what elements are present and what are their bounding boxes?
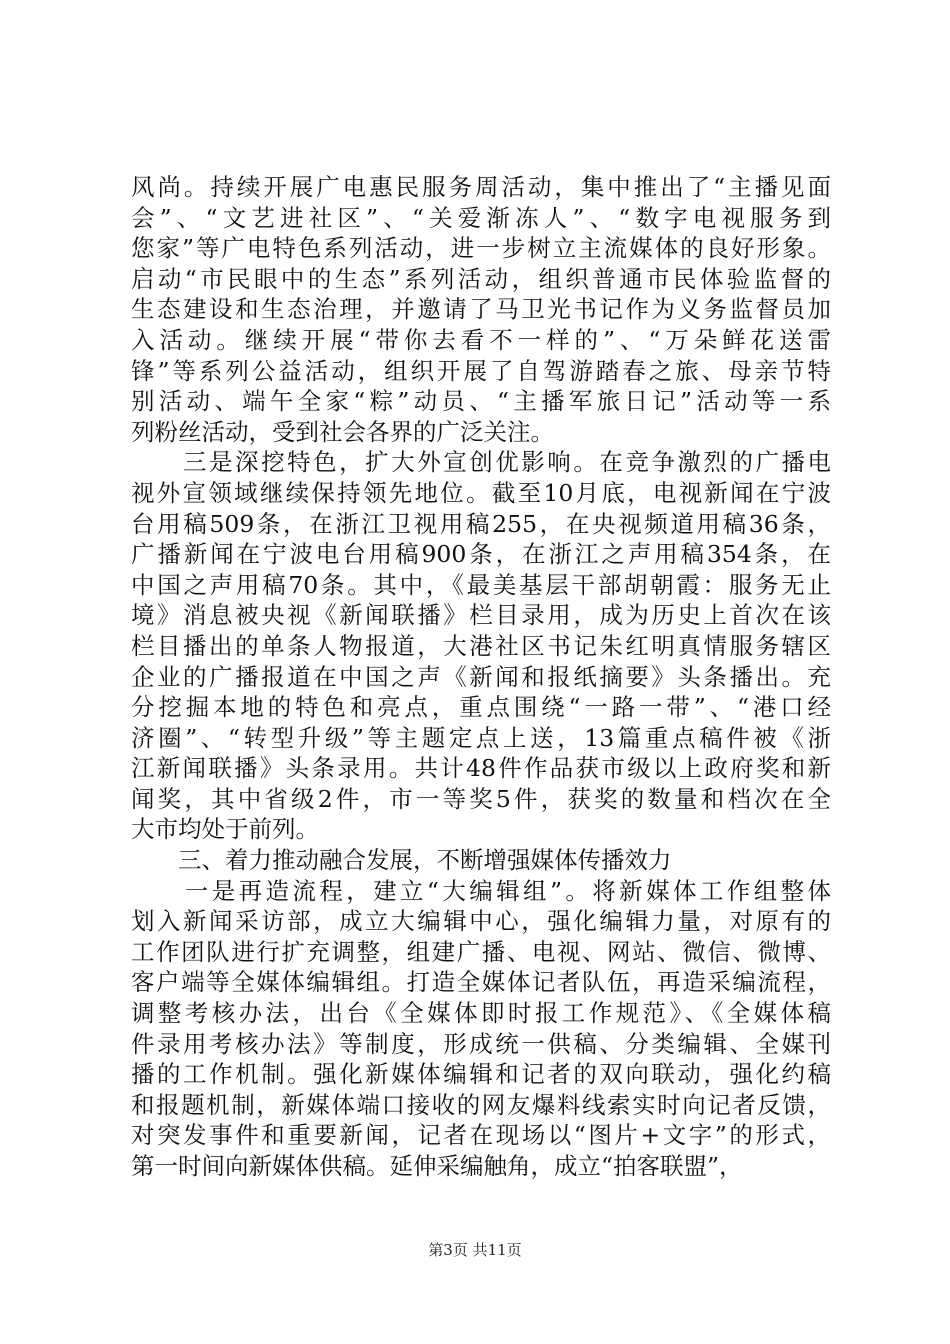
- text-line: 境》消息被央视《新闻联播》栏目录用，成为历史上首次在该: [131, 601, 831, 630]
- text-line: 划入新闻采访部，成立大编辑中心，强化编辑力量，对原有的: [131, 907, 831, 936]
- text-line: 列粉丝活动，受到社会各界的广泛关注。: [131, 417, 554, 446]
- text-line: 江新闻联播》头条录用。共计48件作品获市级以上政府奖和新: [131, 754, 831, 783]
- text-line: 件录用考核办法》等制度，形成统一供稿、分类编辑、全媒刊: [131, 1029, 831, 1058]
- text-line: 风尚。持续开展广电惠民服务周活动，集中推出了“主播见面: [131, 173, 831, 201]
- text-line: 三、着力推动融合发展，不断增强媒体传播效力: [131, 846, 672, 875]
- text-line: 客户端等全媒体编辑组。打造全媒体记者队伍，再造采编流程，: [131, 968, 831, 997]
- text-line: 分挖掘本地的特色和亮点，重点围绕“一路一带”、“港口经: [131, 693, 831, 722]
- text-line: 和报题机制，新媒体端口接收的网友爆料线索实时向记者反馈，: [131, 1090, 831, 1119]
- text-line: 济圈”、“转型升级”等主题定点上送，13篇重点稿件被《浙: [131, 723, 831, 752]
- text-line: 入活动。继续开展“带你去看不一样的”、“万朵鲜花送雷: [131, 325, 831, 354]
- text-line: 启动“市民眼中的生态”系列活动，组织普通市民体验监督的: [131, 264, 831, 293]
- text-line: 中国之声用稿70条。其中，《最美基层干部胡朝霞：服务无止: [131, 570, 831, 599]
- text-line: 台用稿509条，在浙江卫视用稿255，在央视频道用稿36条，: [131, 509, 831, 538]
- text-line: 一是再造流程，建立“大编辑组”。将新媒体工作组整体: [131, 876, 831, 905]
- body-text: [131, 172, 831, 1182]
- text-line: 别活动、端午全家“粽”动员、“主播军旅日记”活动等一系: [131, 387, 831, 416]
- page-number-footer: 第3页 共11页: [428, 1241, 522, 1259]
- text-line: 播的工作机制。强化新媒体编辑和记者的双向联动，强化约稿: [131, 1060, 831, 1089]
- text-line: 工作团队进行扩充调整，组建广播、电视、网站、微信、微博、: [131, 937, 831, 966]
- text-line: 第一时间向新媒体供稿。延伸采编触角，成立“拍客联盟”，: [131, 1152, 743, 1180]
- text-line: 生态建设和生态治理，并邀请了马卫光书记作为义务监督员加: [131, 295, 831, 324]
- text-line: 大市均处于前列。: [131, 815, 319, 844]
- text-line: 三是深挖特色，扩大外宣创优影响。在竞争激烈的广播电: [131, 448, 831, 477]
- text-line: 企业的广播报道在中国之声《新闻和报纸摘要》头条播出。充: [131, 662, 831, 691]
- text-line: 广播新闻在宁波电台用稿900条，在浙江之声用稿354条，在: [131, 540, 831, 569]
- text-line: 视外宣领域继续保持领先地位。截至10月底，电视新闻在宁波: [131, 478, 831, 507]
- text-line: 锋”等系列公益活动，组织开展了自驾游踏春之旅、母亲节特: [131, 356, 831, 385]
- text-line: 栏目播出的单条人物报道，大港社区书记朱红明真情服务辖区: [131, 631, 831, 660]
- text-line: 闻奖，其中省级2件，市一等奖5件，获奖的数量和档次在全: [131, 784, 831, 813]
- text-line: 会”、“文艺进社区”、“关爱渐冻人”、“数字电视服务到: [131, 203, 831, 232]
- text-line: 您家”等广电特色系列活动，进一步树立主流媒体的良好形象。: [131, 234, 831, 263]
- text-line: 对突发事件和重要新闻，记者在现场以“图片+文字”的形式，: [131, 1121, 831, 1150]
- text-line: 调整考核办法，出台《全媒体即时报工作规范》、《全媒体稿: [131, 999, 831, 1028]
